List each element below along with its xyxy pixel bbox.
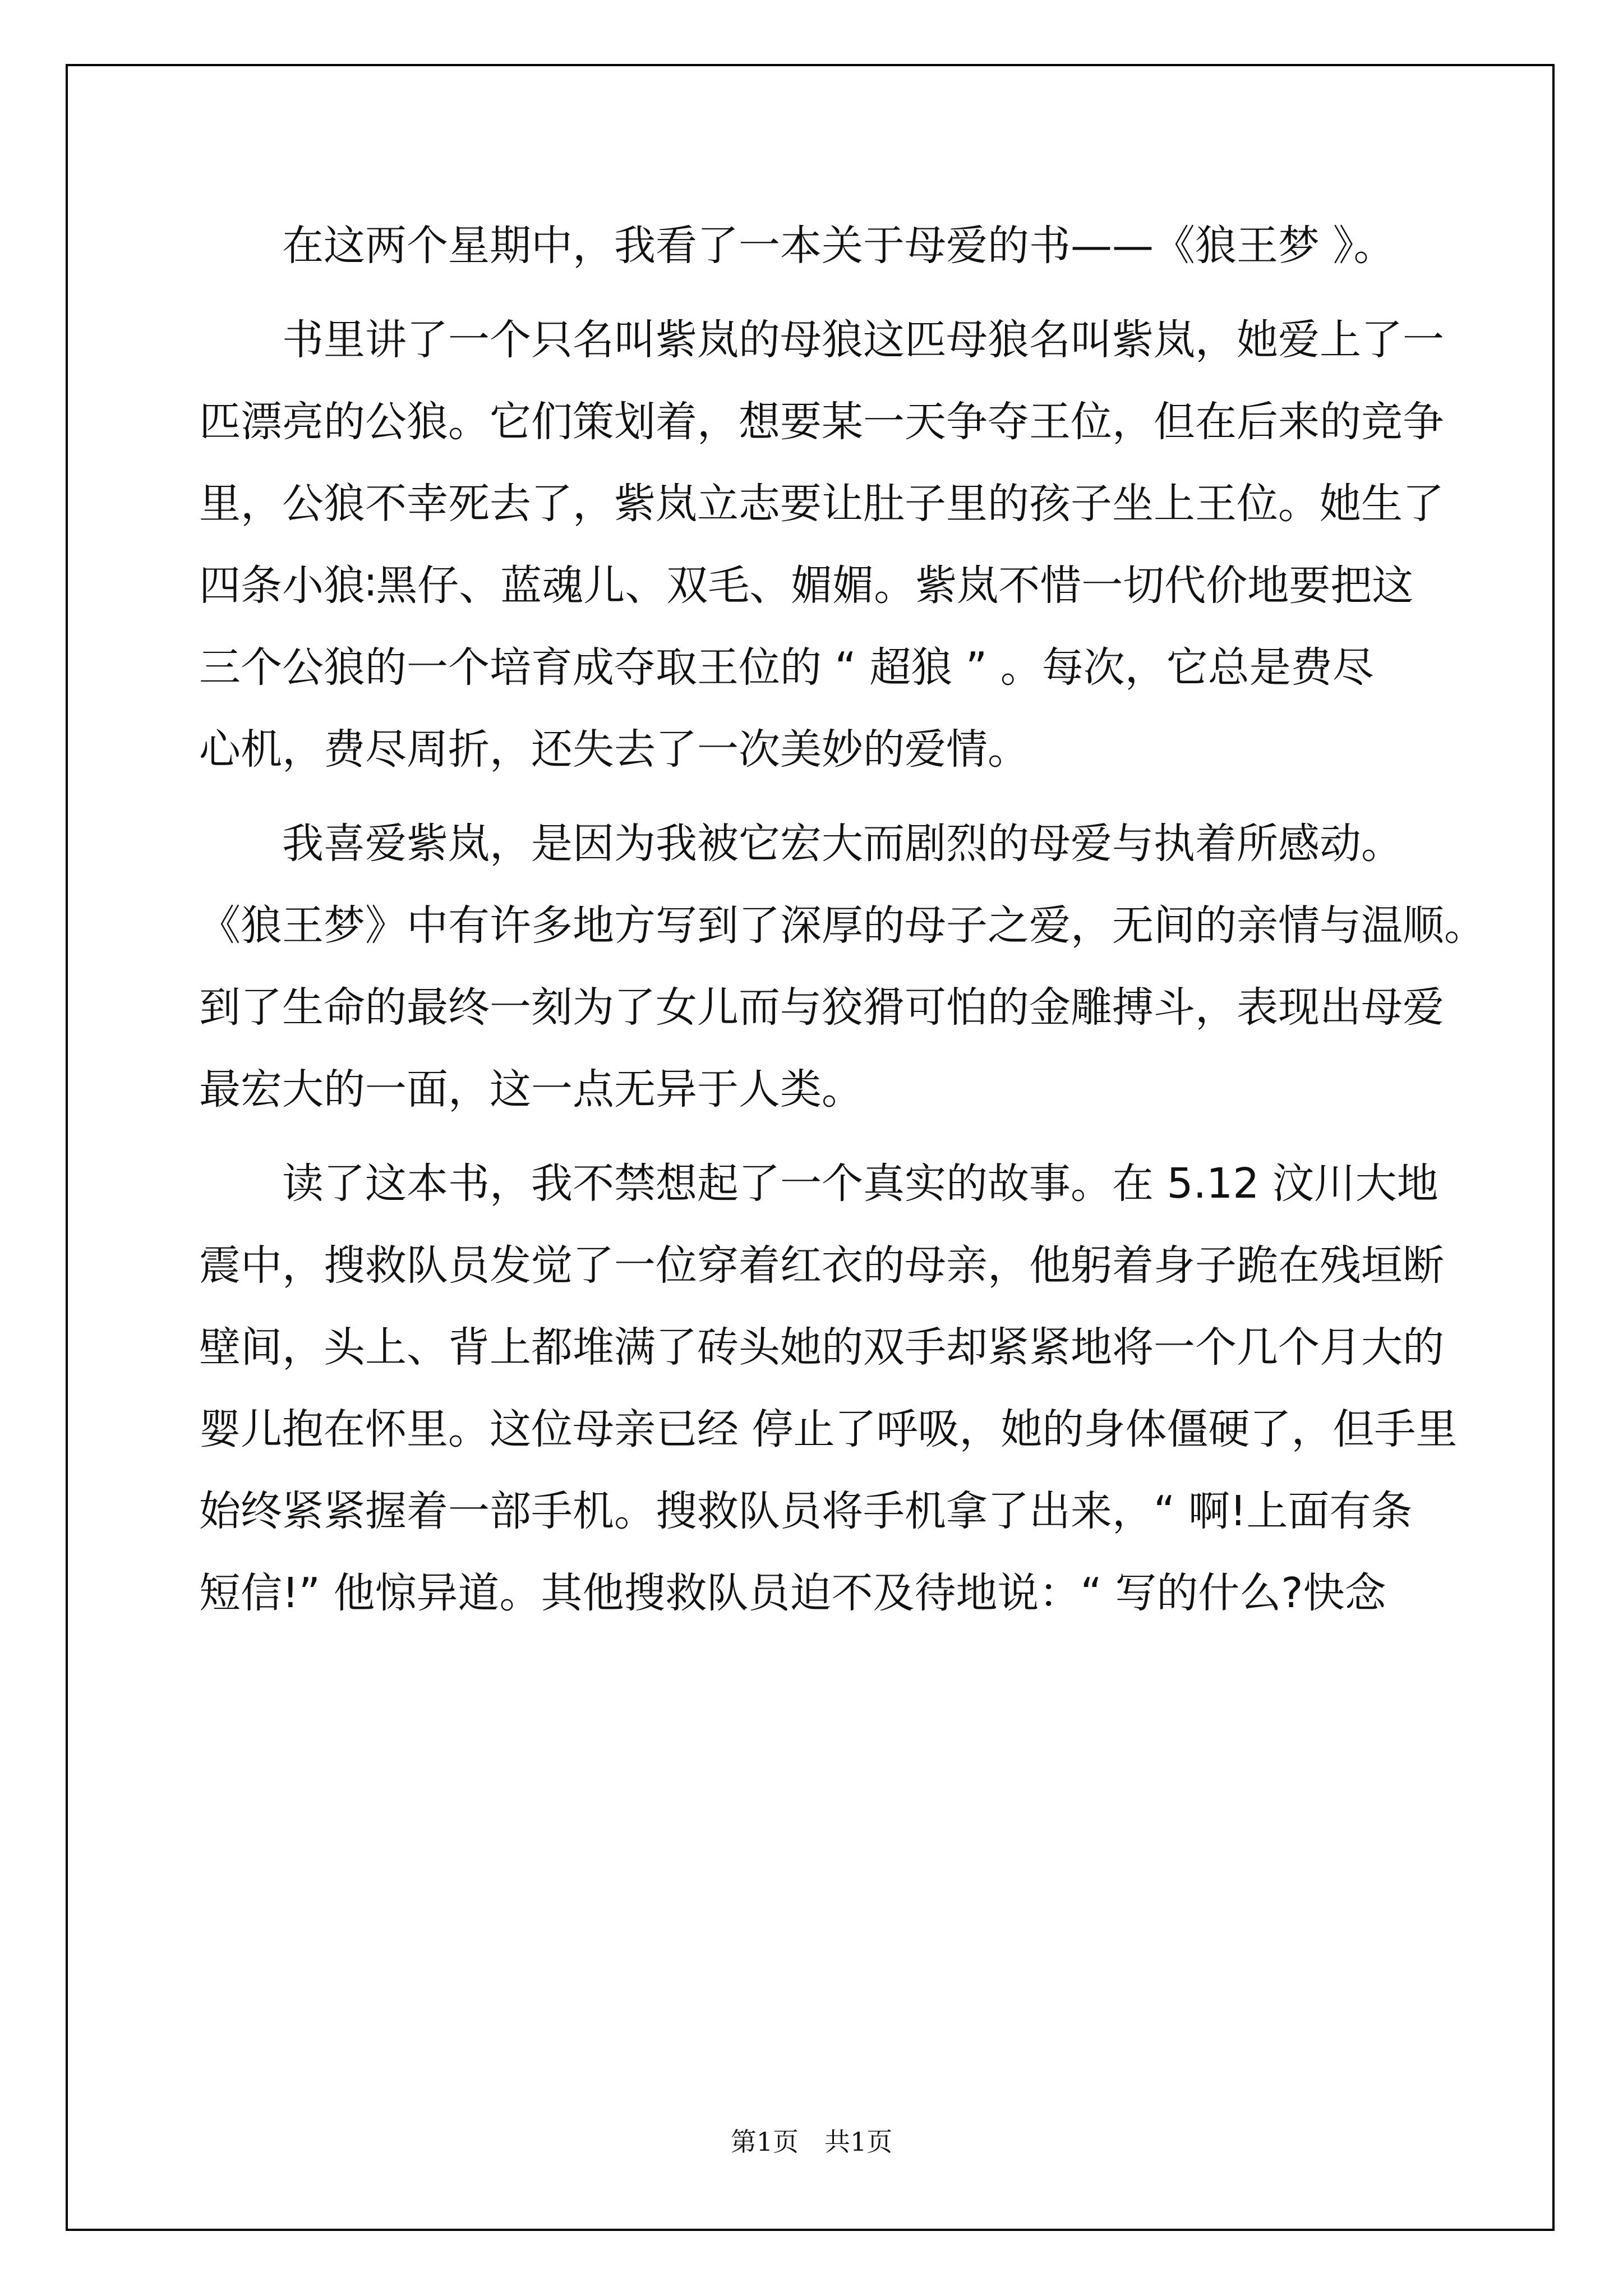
page-number: 第1页 [730,2127,799,2157]
page-total: 共1页 [824,2127,893,2157]
page-footer [0,2122,1623,2159]
text-line: 在这两个星期中，我看了一本关于母爱的书——《狼王梦 》。 [199,222,1395,270]
text-line: 里，公狼不幸死去了，紫岚立志要让肚子里的孩子坐上王位。她生了 [199,480,1444,528]
text-line: 书里讲了一个只名叫紫岚的母狼这匹母狼名叫紫岚，她爱上了一 [199,316,1444,364]
text-line: 《狼王梦》中有许多地方写到了深厚的母子之爱，无间的亲情与温顺。 [199,901,1486,950]
text-line: 震中，搜救队员发觉了一位穿着红衣的母亲，他躬着身子跪在残垣断 [199,1241,1444,1290]
text-line: 壁间，头上、背上都堆满了砖头她的双手却紧紧地将一个几个月大的 [199,1323,1444,1372]
text-line: 读了这本书，我不禁想起了一个真实的故事。在 5.12 汶川大地 [199,1159,1438,1208]
text-line: 匹漂亮的公狼。它们策划着，想要某一天争夺王位，但在后来的竞争 [199,398,1444,446]
text-line: 我喜爱紫岚，是因为我被它宏大而剧烈的母爱与执着所感动。 [199,820,1403,868]
text-line: 三个公狼的一个培育成夺取王位的 “ 超狼 ” 。每次，它总是费尽 [199,643,1374,692]
text-line: 最宏大的一面，这一点无异于人类。 [199,1065,863,1114]
text-line: 到了生命的最终一刻为了女儿而与狡猾可怕的金雕搏斗，表现出母爱 [199,983,1444,1032]
text-line: 心机，费尽周折，还失去了一次美妙的爱情。 [199,725,1029,774]
text-line: 短信!” 他惊异道。其他搜救队员迫不及待地说：“ 写的什么?快念 [199,1569,1386,1617]
text-line: 婴儿抱在怀里。这位母亲已经 停止了呼吸，她的身体僵硬了，但手里 [199,1405,1458,1453]
text-line: 四条小狼∶黑仔、蓝魂儿、双毛、媚媚。紫岚不惜一切代价地要把这 [199,562,1414,610]
text-line: 始终紧紧握着一部手机。搜救队员将手机拿了出来，“ 啊!上面有条 [199,1487,1413,1535]
document-body [199,205,1486,1634]
